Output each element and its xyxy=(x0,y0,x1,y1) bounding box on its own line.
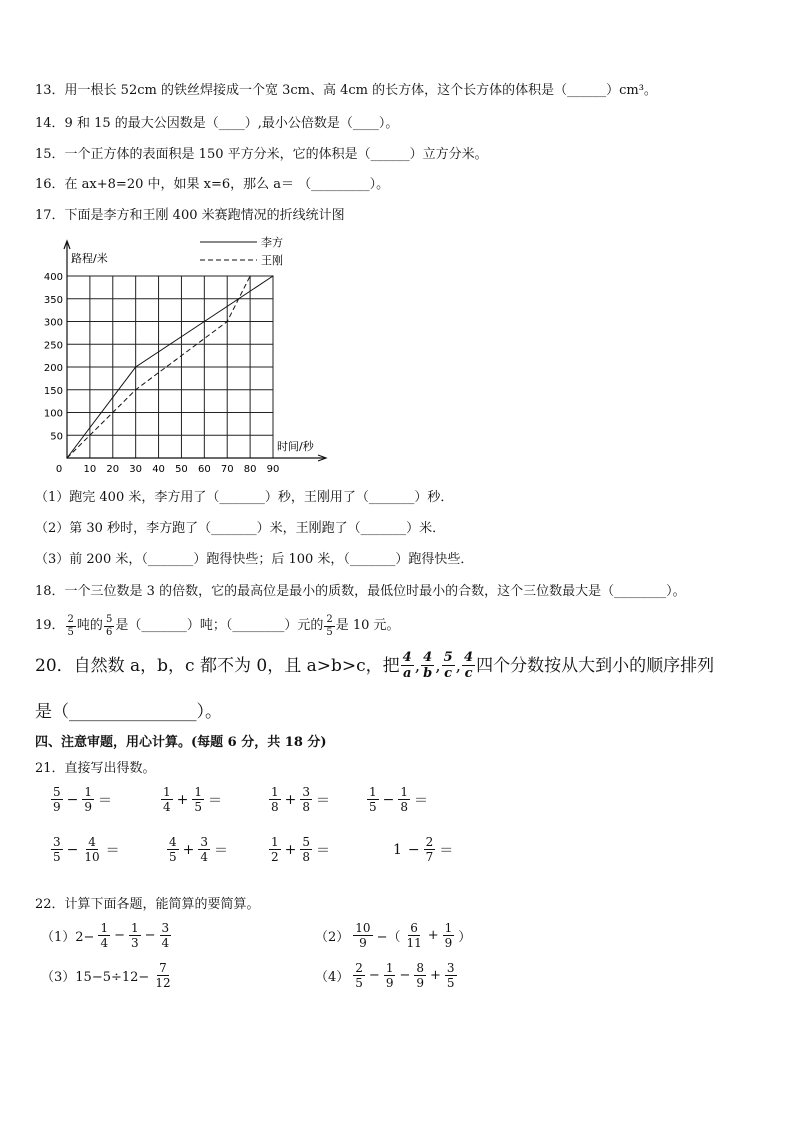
denominator: 9 xyxy=(385,976,394,990)
numerator: 4 xyxy=(464,650,474,665)
legend-label: 王刚 xyxy=(261,254,283,267)
q19-text-3: 是 10 元。 xyxy=(335,618,400,633)
denominator: 7 xyxy=(425,850,434,864)
x-tick-label: 80 xyxy=(243,464,257,475)
question-19 xyxy=(35,611,400,641)
y-tick-label: 250 xyxy=(43,340,63,352)
expression-text: ＝ xyxy=(414,792,429,809)
numerator: 8 xyxy=(416,961,425,975)
x-tick-label: 60 xyxy=(197,464,211,475)
q20-start: 20．自然数 a，b，c 都不为 0，且 a>b>c，把 xyxy=(35,655,400,676)
x-tick-label: 50 xyxy=(175,464,188,475)
expression-text: − xyxy=(368,968,380,983)
denominator: 4 xyxy=(163,800,171,814)
data-point xyxy=(66,457,67,458)
question-17-3: （3）前 200 米，（_______）跑得快些；后 100 米，（_______）跑得快些． xyxy=(35,552,474,567)
fraction xyxy=(401,651,414,680)
expression-text: ＝ xyxy=(208,792,223,809)
question-16: 16．在 ax+8=20 中，如果 x=6，那么 a＝ （_________）。 xyxy=(35,177,390,192)
fraction xyxy=(129,922,141,949)
expression-text: （3）15−5÷12− xyxy=(41,970,150,985)
expression-text: − xyxy=(144,928,156,943)
expression-text: − xyxy=(66,841,79,858)
numerator: 1 xyxy=(194,785,203,799)
fraction xyxy=(462,651,475,680)
numerator: 3 xyxy=(302,785,311,799)
expression-text: + xyxy=(182,841,195,858)
x-tick-label: 30 xyxy=(129,464,143,475)
expression-text: + xyxy=(176,791,189,808)
data-point xyxy=(135,389,136,390)
denominator: 4 xyxy=(161,936,170,950)
question-17: 17．下面是李方和王刚 400 米赛跑情况的折线统计图 xyxy=(35,208,345,223)
expression-text: − xyxy=(114,928,125,943)
y-tick-label: 150 xyxy=(43,385,63,397)
x-tick-label: 40 xyxy=(152,464,165,475)
denominator: 8 xyxy=(302,850,311,864)
numerator: 6 xyxy=(410,921,418,935)
data-point xyxy=(250,275,251,276)
oral-calc-item xyxy=(166,836,231,863)
numerator: 7 xyxy=(159,961,167,975)
denominator: c xyxy=(444,666,453,681)
denominator: 2 xyxy=(271,850,279,864)
fraction xyxy=(421,651,434,680)
fraction xyxy=(198,836,210,863)
numerator: 4 xyxy=(88,835,96,849)
calculation-item xyxy=(38,962,174,989)
oral-calc-item xyxy=(50,786,115,813)
fraction xyxy=(324,615,334,638)
numerator: 3 xyxy=(200,835,209,849)
expression-text: + xyxy=(430,968,441,983)
expression-text: （4） xyxy=(315,970,350,985)
denominator: 6 xyxy=(105,626,113,638)
q19-number: 19． xyxy=(35,618,65,633)
fraction xyxy=(384,962,396,989)
fraction xyxy=(192,786,204,813)
y-axis-label: 路程/米 xyxy=(71,252,108,265)
numerator: 5 xyxy=(302,835,311,849)
calculation-item xyxy=(38,922,172,949)
expression-text: ＝ xyxy=(105,842,120,859)
data-point xyxy=(135,366,136,367)
denominator: 9 xyxy=(444,936,453,950)
fraction xyxy=(51,786,63,813)
denominator: 5 xyxy=(446,976,455,990)
question-20 xyxy=(35,651,714,680)
fraction xyxy=(353,922,372,949)
fraction xyxy=(300,836,312,863)
legend-label: 李方 xyxy=(261,236,283,249)
question-22: 22．计算下面各题，能简算的要简算。 xyxy=(35,897,260,912)
oral-calc-item xyxy=(390,836,456,863)
expression-text: ＝ xyxy=(439,842,454,859)
denominator: 5 xyxy=(194,800,203,814)
denominator: 9 xyxy=(359,936,367,950)
numerator: 2 xyxy=(67,613,74,625)
denominator: 5 xyxy=(67,626,74,638)
expression-text: 1 xyxy=(393,841,402,858)
numerator: 1 xyxy=(100,921,109,935)
expression-text: ＝ xyxy=(98,792,113,809)
expression-text: + xyxy=(284,841,297,858)
numerator: 3 xyxy=(53,835,61,849)
fraction xyxy=(445,962,457,989)
expression-text: − xyxy=(382,791,395,808)
x-tick-label: 0 xyxy=(55,464,63,475)
y-tick-label: 300 xyxy=(43,317,63,329)
fraction xyxy=(51,836,63,863)
question-17-1: （1）跑完 400 米，李方用了（_______）秒，王刚用了（_______）秒． xyxy=(35,490,454,505)
question-15: 15．一个正方体的表面积是 150 平方分米，它的体积是（______）立方分米。 xyxy=(35,147,488,162)
denominator: 5 xyxy=(53,850,61,864)
fraction xyxy=(442,651,455,680)
separator: , xyxy=(435,655,441,676)
x-axis-label: 时间/秒 xyxy=(277,440,314,453)
x-tick-label: 10 xyxy=(83,464,97,475)
fraction xyxy=(300,786,312,813)
fraction xyxy=(153,962,172,989)
denominator: 5 xyxy=(169,850,177,864)
fraction xyxy=(160,922,172,949)
denominator: 8 xyxy=(271,800,279,814)
numerator: 5 xyxy=(105,613,113,625)
numerator: 1 xyxy=(444,921,453,935)
calculation-item xyxy=(312,922,474,949)
oral-calc-item xyxy=(268,786,333,813)
expression-text: ） xyxy=(458,930,472,945)
fraction xyxy=(269,786,281,813)
fraction xyxy=(443,922,455,949)
expression-text: − xyxy=(66,791,79,808)
x-tick-label: 70 xyxy=(220,464,234,475)
denominator: 10 xyxy=(84,850,100,864)
numerator: 3 xyxy=(161,921,170,935)
expression-text: （2） xyxy=(315,930,350,945)
expression-text: + xyxy=(427,928,439,943)
numerator: 10 xyxy=(355,921,371,935)
data-point xyxy=(272,275,273,276)
denominator: 8 xyxy=(302,800,311,814)
denominator: 4 xyxy=(200,850,209,864)
fraction xyxy=(98,922,110,949)
separator: , xyxy=(455,655,462,676)
expression-text: + xyxy=(284,791,297,808)
data-point xyxy=(204,321,205,322)
numerator: 4 xyxy=(423,650,433,665)
numerator: 2 xyxy=(355,961,363,975)
expression-text: − xyxy=(407,841,420,858)
fraction xyxy=(353,962,365,989)
numerator: 1 xyxy=(84,785,93,799)
y-tick-label: 200 xyxy=(43,363,63,374)
numerator: 3 xyxy=(446,961,455,975)
q20-end: 四个分数按从大到小的顺序排列 xyxy=(476,655,715,676)
numerator: 1 xyxy=(271,835,279,849)
numerator: 4 xyxy=(402,650,412,665)
denominator: 12 xyxy=(155,976,171,990)
numerator: 1 xyxy=(400,785,409,799)
denominator: 4 xyxy=(100,936,109,950)
y-tick-label: 400 xyxy=(43,272,63,283)
fraction xyxy=(414,962,426,989)
denominator: 5 xyxy=(326,626,333,638)
calculation-item xyxy=(312,962,458,989)
oral-calc-item xyxy=(366,786,431,813)
numerator: 5 xyxy=(53,785,61,799)
denominator: 5 xyxy=(369,800,377,814)
fraction xyxy=(161,786,173,813)
y-tick-label: 350 xyxy=(43,294,63,306)
y-tick-label: 50 xyxy=(50,431,63,443)
denominator: 8 xyxy=(400,800,409,814)
line-chart xyxy=(35,232,345,482)
numerator: 1 xyxy=(385,961,394,975)
fraction xyxy=(66,615,76,638)
fraction xyxy=(82,786,94,813)
x-tick-label: 90 xyxy=(266,464,280,475)
numerator: 1 xyxy=(163,785,171,799)
fraction xyxy=(404,922,423,949)
denominator: a xyxy=(402,666,412,681)
question-21: 21．直接写出得数。 xyxy=(35,761,156,776)
fraction xyxy=(167,836,179,863)
q19-text-1: 吨的 xyxy=(76,618,103,633)
fraction xyxy=(104,615,114,638)
numerator: 5 xyxy=(443,650,453,665)
question-14: 14．9 和 15 的最大公因数是（____）,最小公倍数是（____）。 xyxy=(35,116,399,131)
expression-text: ＝ xyxy=(316,792,331,809)
denominator: 9 xyxy=(84,800,93,814)
fraction xyxy=(269,836,281,863)
question-13: 13．用一根长 52cm 的铁丝焊接成一个宽 3cm、高 4cm 的长方体，这个长方体的体积是（______）cm³。 xyxy=(35,83,657,98)
numerator: 1 xyxy=(369,785,377,799)
denominator: 9 xyxy=(416,976,425,990)
denominator: b xyxy=(423,666,433,681)
expression-text: −（ xyxy=(376,930,401,945)
denominator: 9 xyxy=(53,800,61,814)
section-4-heading: 四、注意审题，用心计算。(每题 6 分，共 18 分) xyxy=(35,735,327,750)
oral-calc-item xyxy=(268,836,333,863)
denominator: 3 xyxy=(130,936,139,950)
numerator: 2 xyxy=(425,835,434,849)
fraction xyxy=(424,836,436,863)
y-tick-label: 100 xyxy=(43,408,63,420)
numerator: 2 xyxy=(326,613,333,625)
expression-text: （1）2− xyxy=(41,930,95,945)
expression-text: ＝ xyxy=(214,842,229,859)
q19-text-2: 是（_______）吨；（________）元的 xyxy=(115,618,324,633)
fraction xyxy=(367,786,379,813)
expression-text: ＝ xyxy=(316,842,331,859)
question-17-2: （2）第 30 秒时，李方跑了（_______）米，王刚跑了（_______）米． xyxy=(35,521,446,536)
separator: , xyxy=(414,655,421,676)
expression-text: − xyxy=(399,968,411,983)
fraction xyxy=(82,836,101,863)
question-18: 18．一个三位数是 3 的倍数，它的最高位是最小的质数，最低位时最小的合数，这个三位数最大是（________）。 xyxy=(35,584,686,599)
oral-calc-item xyxy=(160,786,225,813)
numerator: 1 xyxy=(271,785,279,799)
oral-calc-item xyxy=(50,836,123,863)
question-20-line-2: 是（_______________）。 xyxy=(35,702,222,722)
fraction xyxy=(398,786,410,813)
denominator: 11 xyxy=(406,936,422,950)
numerator: 4 xyxy=(169,835,177,849)
denominator: c xyxy=(464,666,473,681)
numerator: 1 xyxy=(130,921,139,935)
data-point xyxy=(227,321,228,322)
denominator: 5 xyxy=(355,976,363,990)
x-tick-label: 20 xyxy=(106,464,120,475)
